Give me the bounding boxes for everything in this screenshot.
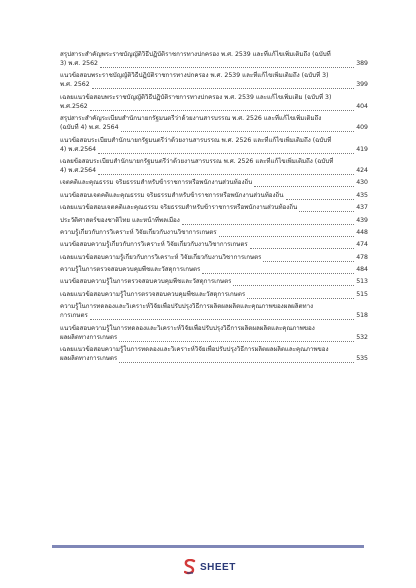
- toc-entry[interactable]: [60, 50, 368, 68]
- dot-leader: [119, 356, 354, 363]
- toc-entry-title: ความรู้ในการตรวจสอบควบคุมพืชและวัสดุการเกษตร: [60, 266, 201, 274]
- page-number: 474: [356, 241, 368, 249]
- toc-entry-row: [60, 265, 368, 274]
- toc-entry-title: เฉลยข้อสอบระเบียบสำนักนายกรัฐมนตรีว่าด้วยงานสารบรรณ พ.ศ. 2526 และที่แก้ไขเพิ่มเติมถึง (ฉบับที่: [60, 157, 334, 165]
- toc-entry-title-cont: ผลผลิตทางการเกษตร: [60, 355, 118, 363]
- toc-entry-title-cont: (ฉบับที่ 4) พ.ศ. 2564: [60, 124, 119, 132]
- page-number: 399: [356, 81, 368, 89]
- toc-entry-title: สรุปสาระสำคัญระเบียบสำนักนายกรัฐมนตรีว่าด้วยงานสารบรรณ พ.ศ. 2526 และที่แก้ไขเพิ่มเติมถึง: [60, 115, 322, 123]
- toc-entry-title: แนวข้อสอบความรู้เกี่ยวกับการวิเคราะห์ วิจัยเกี่ยวกับงานวิชาการเกษตร: [60, 241, 248, 249]
- sheet-logo-icon: [184, 559, 196, 575]
- page-number: 484: [356, 266, 368, 274]
- toc-entry-title-cont: 4) พ.ศ.2564: [60, 166, 97, 174]
- page-number: 532: [356, 333, 368, 341]
- toc-entry[interactable]: [60, 93, 368, 111]
- toc-entry-row: [60, 311, 368, 320]
- sheet-logo-text: SHEET: [200, 561, 236, 573]
- page-number: 439: [356, 216, 368, 224]
- sheet-logo: [184, 556, 244, 578]
- toc-entry-row: [60, 354, 368, 363]
- footer-rule: [52, 545, 364, 548]
- dot-leader: [254, 180, 354, 187]
- page-number: 424: [356, 166, 368, 174]
- dot-leader: [219, 230, 354, 237]
- toc-entry-title: เฉลยแนวข้อสอบความรู้ในการทดลองและวิเคราะห์วิจัยเพื่อปรับปรุงวิธีการผลิตผลผลิตและคุณภาพของ: [60, 346, 329, 354]
- dot-leader: [263, 255, 354, 262]
- toc-entry[interactable]: [60, 71, 368, 89]
- dot-leader: [98, 147, 354, 154]
- toc-entry[interactable]: [60, 324, 368, 342]
- toc-entry-title-cont: ผลผลิตทางการเกษตร: [60, 333, 118, 341]
- toc-entry-title: เฉลยแนวข้อสอบความรู้ในการตรวจสอบควบคุมพืชและวัสดุการเกษตร: [60, 290, 246, 298]
- page-number: 435: [356, 191, 368, 199]
- toc-entry[interactable]: [60, 114, 368, 132]
- toc-entry[interactable]: [60, 345, 368, 363]
- toc-entry-title-cont: 3) พ.ศ. 2562: [60, 60, 98, 67]
- toc-entry[interactable]: [60, 228, 368, 237]
- toc-entry[interactable]: [60, 178, 368, 187]
- dot-leader: [121, 125, 354, 132]
- dot-leader: [202, 267, 354, 274]
- toc-entry-row: [60, 191, 368, 200]
- toc-entry[interactable]: [60, 302, 368, 320]
- toc-entry-title: แนวข้อสอบความรู้ในการทดลองและวิเคราะห์วิจัยเพื่อปรับปรุงวิธีการผลิตผลผลิตและคุณภาพของ: [60, 324, 315, 332]
- toc-entry[interactable]: [60, 203, 368, 212]
- toc-entry[interactable]: [60, 253, 368, 262]
- dot-leader: [247, 292, 354, 299]
- page-number: 389: [356, 60, 368, 67]
- toc-entry-row: [60, 123, 368, 132]
- toc-entry-title-cont: พ.ศ. 2562: [60, 81, 90, 89]
- page-number: 448: [356, 228, 368, 236]
- dot-leader: [92, 82, 354, 89]
- dot-leader: [233, 279, 354, 286]
- toc-entry-row: [60, 166, 368, 175]
- toc-entry-title: แนวข้อสอบระเบียบสำนักนายกรัฐมนตรีว่าด้วยงานสารบรรณ พ.ศ. 2526 และที่แก้ไขเพิ่มเติมถึง (ฉบับที่: [60, 136, 332, 144]
- toc-entry[interactable]: [60, 136, 368, 154]
- toc-entry-title: เฉลยแนวข้อสอบพระราชบัญญัติวิธีปฏิบัติราชการทางปกครอง พ.ศ. 2539 และแก้ไขเพิ่มเติม (ฉบับที่ 3): [60, 93, 332, 101]
- page-number: 478: [356, 253, 368, 261]
- toc-entry[interactable]: [60, 290, 368, 299]
- toc-entry[interactable]: [60, 216, 368, 225]
- table-of-contents: [60, 50, 368, 366]
- dot-leader: [286, 193, 355, 200]
- toc-entry-row: [60, 290, 368, 299]
- toc-entry-row: [60, 80, 368, 89]
- dot-leader: [90, 104, 354, 111]
- toc-entry-row: [60, 277, 368, 286]
- toc-entry-title-cont: พ.ศ.2562: [60, 102, 88, 110]
- page-number: 404: [356, 102, 368, 110]
- toc-entry-row: [60, 145, 368, 154]
- toc-entry-title-cont: 4) พ.ศ.2564: [60, 145, 97, 153]
- page-number: 535: [356, 355, 368, 363]
- toc-entry-title: เฉลยแนวข้อสอบความรู้เกี่ยวกับการวิเคราะห์ วิจัยเกี่ยวกับงานวิชาการเกษตร: [60, 253, 262, 261]
- dot-leader: [98, 168, 354, 175]
- toc-entry-title: เฉลยแนวข้อสอบเจตคติและคุณธรรม จริยธรรมสำหรับข้าราชการหรือพนักงานส่วนท้องถิ่น: [60, 204, 298, 212]
- toc-entry[interactable]: [60, 157, 368, 175]
- toc-entry-row: [60, 178, 368, 187]
- toc-entry-row: [60, 240, 368, 249]
- toc-entry-title-cont: การเกษตร: [60, 312, 88, 320]
- dot-leader: [100, 61, 354, 68]
- dot-leader: [250, 242, 354, 249]
- page-number: 515: [356, 290, 368, 298]
- page-number: 518: [356, 312, 368, 320]
- dot-leader: [182, 218, 354, 225]
- toc-entry[interactable]: [60, 240, 368, 249]
- toc-entry-row: [60, 333, 368, 342]
- page-number: 437: [356, 204, 368, 212]
- toc-entry[interactable]: [60, 265, 368, 274]
- toc-entry-row: [60, 228, 368, 237]
- toc-entry-row: [60, 203, 368, 212]
- toc-entry-title: แนวข้อสอบความรู้ในการตรวจสอบควบคุมพืชและวัสดุการเกษตร: [60, 278, 232, 286]
- toc-entry-title: สรุปสาระสำคัญพระราชบัญญัติวิธีปฏิบัติราชการทางปกครอง พ.ศ. 2539 และที่แก้ไขเพิ่มเติมถึง (ฉบับที่: [60, 51, 331, 58]
- dot-leader: [119, 335, 354, 342]
- toc-entry-row: [60, 59, 368, 68]
- toc-entry[interactable]: [60, 277, 368, 286]
- page-number: 513: [356, 278, 368, 286]
- toc-entry-title: แนวข้อสอบพระราชบัญญัติวิธีปฏิบัติราชการทางปกครอง พ.ศ. 2539 และที่แก้ไขเพิ่มเติมถึง (ฉบับที่ 3): [60, 72, 329, 80]
- toc-entry-row: [60, 216, 368, 225]
- toc-entry-title: ประวัติศาสตร์ของชาติไทย และหน้าที่พลเมือง: [60, 216, 180, 224]
- page-number: 419: [356, 145, 368, 153]
- toc-entry-title: ความรู้เกี่ยวกับการวิเคราะห์ วิจัยเกี่ยวกับงานวิชาการเกษตร: [60, 228, 217, 236]
- page-number: 430: [356, 179, 368, 187]
- page-number: 409: [356, 124, 368, 132]
- toc-entry[interactable]: [60, 191, 368, 200]
- toc-entry-title: เจตคติและคุณธรรม จริยธรรมสำหรับข้าราชการหรือพนักงานส่วนท้องถิ่น: [60, 179, 253, 187]
- toc-entry-row: [60, 253, 368, 262]
- toc-entry-title: แนวข้อสอบเจตคติและคุณธรรม จริยธรรมสำหรับข้าราชการหรือพนักงานส่วนท้องถิ่น: [60, 191, 284, 199]
- dot-leader: [299, 205, 354, 212]
- dot-leader: [90, 313, 354, 320]
- toc-entry-row: [60, 102, 368, 111]
- toc-entry-title: ความรู้ในการทดลองและวิเคราะห์วิจัยเพื่อปรับปรุงวิธีการผลิตผลผลิตและคุณภาพของผลผลิตทาง: [60, 303, 314, 311]
